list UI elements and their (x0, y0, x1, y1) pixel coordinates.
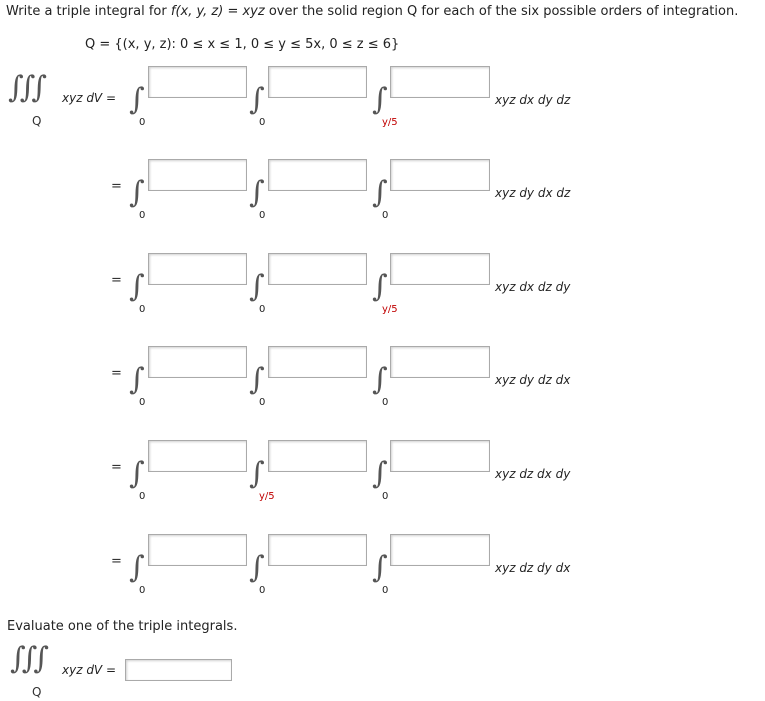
equals-sign: = (111, 366, 122, 381)
upper-limit-input-2[interactable] (268, 534, 367, 566)
equals-sign: = (111, 179, 122, 194)
upper-limit-input-2[interactable] (268, 159, 367, 191)
integral-sign-icon: ∫ (372, 175, 388, 210)
lower-limit-1: 0 (139, 585, 146, 596)
lower-limit-3: 0 (382, 397, 389, 408)
integral-sign-icon: ∫ (372, 362, 388, 397)
differential-label: xyz dz dx dy (495, 467, 571, 481)
integral-sign-icon: ∫ (249, 456, 265, 491)
lhs-integrand: xyz dV = (62, 91, 117, 105)
question-post: over the solid region Q for each of the six possible orders of integration. (264, 4, 739, 19)
integral-sign-icon: ∫ (249, 362, 265, 397)
integral-sign-icon: ∫ (249, 82, 265, 117)
eval-integrand: xyz dV = (62, 663, 117, 677)
integral-sign-icon: ∫ (372, 269, 388, 304)
integral-sign-icon: ∫ (372, 456, 388, 491)
lower-limit-2: 0 (259, 117, 266, 128)
equals-sign: = (111, 460, 122, 475)
integral-sign-icon: ∫ (372, 550, 388, 585)
integral-sign-icon: ∫ (129, 175, 145, 210)
upper-limit-input-3[interactable] (390, 253, 490, 285)
differential-label: xyz dz dy dx (495, 561, 571, 575)
lower-limit-1: 0 (139, 117, 146, 128)
upper-limit-input-3[interactable] (390, 159, 490, 191)
triple-integral-symbol: ∫∫∫ (8, 70, 43, 105)
differential-label: xyz dx dz dy (495, 280, 571, 294)
upper-limit-input-3[interactable] (390, 66, 490, 98)
upper-limit-input-1[interactable] (148, 534, 247, 566)
evaluate-label: Evaluate one of the triple integrals. (7, 619, 238, 634)
lower-limit-1: 0 (139, 304, 146, 315)
question-function: f(x, y, z) = xyz (170, 4, 265, 19)
upper-limit-input-2[interactable] (268, 253, 367, 285)
equals-sign: = (111, 554, 122, 569)
upper-limit-input-1[interactable] (148, 440, 247, 472)
upper-limit-input-2[interactable] (268, 440, 367, 472)
integral-sign-icon: ∫ (129, 82, 145, 117)
lower-limit-1: 0 (139, 491, 146, 502)
lower-limit-3: 0 (382, 585, 389, 596)
lower-limit-1: 0 (139, 210, 146, 221)
question-pre: Write a triple integral for (6, 4, 171, 19)
integral-sign-icon: ∫ (249, 175, 265, 210)
region-subscript: Q (32, 114, 42, 128)
differential-label: xyz dy dx dz (495, 186, 571, 200)
evaluate-answer-input[interactable] (125, 659, 232, 681)
lower-limit-3: y/5 (382, 117, 398, 128)
region-definition: Q = {(x, y, z): 0 ≤ x ≤ 1, 0 ≤ y ≤ 5x, 0 ≤ z ≤ 6} (85, 37, 400, 52)
lower-limit-2: 0 (259, 585, 266, 596)
integral-sign-icon: ∫ (129, 362, 145, 397)
lower-limit-3: 0 (382, 210, 389, 221)
equals-sign: = (111, 273, 122, 288)
eval-triple-integral-symbol: ∫∫∫ (10, 641, 45, 676)
upper-limit-input-3[interactable] (390, 346, 490, 378)
upper-limit-input-3[interactable] (390, 534, 490, 566)
differential-label: xyz dx dy dz (495, 93, 571, 107)
differential-label: xyz dy dz dx (495, 373, 571, 387)
lower-limit-2: 0 (259, 397, 266, 408)
integral-sign-icon: ∫ (129, 269, 145, 304)
integral-sign-icon: ∫ (372, 82, 388, 117)
integral-sign-icon: ∫ (249, 550, 265, 585)
lower-limit-2: y/5 (259, 491, 275, 502)
integral-sign-icon: ∫ (129, 550, 145, 585)
lower-limit-3: 0 (382, 491, 389, 502)
integral-sign-icon: ∫ (129, 456, 145, 491)
lower-limit-1: 0 (139, 397, 146, 408)
upper-limit-input-2[interactable] (268, 346, 367, 378)
upper-limit-input-3[interactable] (390, 440, 490, 472)
lower-limit-2: 0 (259, 210, 266, 221)
upper-limit-input-2[interactable] (268, 66, 367, 98)
upper-limit-input-1[interactable] (148, 159, 247, 191)
upper-limit-input-1[interactable] (148, 66, 247, 98)
eval-region-subscript: Q (32, 685, 42, 699)
lower-limit-3: y/5 (382, 304, 398, 315)
lower-limit-2: 0 (259, 304, 266, 315)
question-text (6, 4, 738, 19)
integral-sign-icon: ∫ (249, 269, 265, 304)
upper-limit-input-1[interactable] (148, 346, 247, 378)
upper-limit-input-1[interactable] (148, 253, 247, 285)
